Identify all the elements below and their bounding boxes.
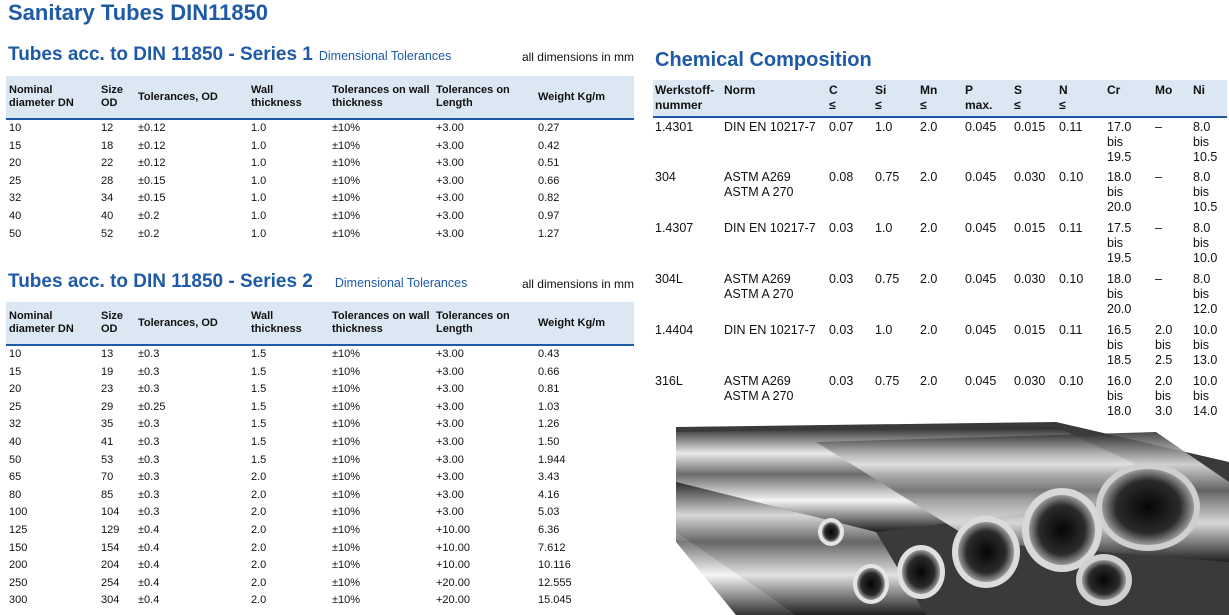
table-cell: 2.0 — [251, 488, 267, 501]
table-cell: 2.0 — [251, 594, 267, 607]
table-cell: 0.030 — [1014, 374, 1046, 388]
table-cell: DIN EN 10217-7 — [724, 323, 816, 337]
table-cell: 2.0 bis 2.5 — [1155, 323, 1173, 367]
series1-header-5: Tolerances on Length — [433, 76, 535, 119]
table-row — [6, 345, 634, 364]
series2-header-1: Size OD — [98, 302, 135, 345]
table-cell: ±0.4 — [138, 576, 160, 589]
table-cell: 23 — [101, 383, 114, 396]
table-cell: 40 — [101, 209, 114, 222]
table-cell: ±10% — [332, 576, 361, 589]
table-cell: 25 — [9, 174, 22, 187]
chemical-header-2: C ≤ — [827, 80, 873, 117]
table-cell: 0.43 — [538, 348, 560, 360]
table-row — [6, 399, 634, 417]
table-cell: +10.00 — [436, 559, 470, 572]
table-cell: ±10% — [332, 139, 361, 152]
table-cell: ±0.15 — [138, 192, 166, 205]
table-cell: +3.00 — [436, 122, 464, 134]
table-cell: 5.03 — [538, 506, 560, 519]
table-cell: 2.0 — [920, 120, 938, 134]
table-cell: +3.00 — [436, 435, 464, 448]
table-cell: 8.0 bis 10.5 — [1193, 120, 1218, 164]
table-row — [6, 119, 634, 138]
table-row — [653, 168, 1227, 219]
table-cell: 8.0 bis 10.0 — [1193, 221, 1218, 265]
table-cell: 20 — [9, 383, 22, 396]
table-cell: – — [1155, 120, 1162, 134]
table-cell: 200 — [9, 559, 28, 572]
table-cell: 34 — [101, 192, 114, 205]
table-cell: 16.5 bis 18.5 — [1107, 323, 1132, 367]
table-cell: 29 — [101, 400, 114, 413]
table-cell: +3.00 — [436, 348, 464, 360]
table-cell: 0.42 — [538, 139, 560, 152]
series1-subtitle[interactable]: Dimensional Tolerances — [318, 49, 452, 63]
table-cell: ±0.3 — [138, 471, 160, 484]
table-cell: ASTM A269 ASTM A 270 — [724, 374, 794, 403]
table-cell: +3.00 — [436, 139, 464, 152]
table-cell: 104 — [101, 506, 120, 519]
table-cell: 12.555 — [538, 576, 572, 589]
table-cell: 15 — [9, 139, 22, 152]
table-cell: 254 — [101, 576, 120, 589]
table-cell: 1.0 — [251, 192, 267, 205]
table-cell: 1.0 — [875, 221, 893, 235]
table-cell: 0.10 — [1059, 374, 1084, 388]
table-cell: 1.4301 — [655, 120, 694, 134]
table-cell: ±0.3 — [138, 506, 160, 519]
page-title: Sanitary Tubes DIN11850 — [8, 0, 269, 25]
table-cell: 80 — [9, 488, 22, 501]
series2-header-6: Weight Kg/m — [535, 302, 634, 345]
table-cell: ±0.3 — [138, 348, 160, 360]
table-cell: 1.26 — [538, 418, 560, 431]
table-cell: ±10% — [332, 383, 361, 396]
table-cell: +3.00 — [436, 418, 464, 431]
table-cell: 0.030 — [1014, 170, 1046, 184]
series1-note: all dimensions in mm — [521, 50, 634, 64]
table-cell: ±0.15 — [138, 174, 166, 187]
table-cell: 52 — [101, 227, 114, 240]
table-cell: 41 — [101, 435, 114, 448]
table-cell: 0.66 — [538, 365, 560, 378]
table-cell: ±10% — [332, 453, 361, 466]
table-cell: +3.00 — [436, 157, 464, 170]
table-cell: +3.00 — [436, 209, 464, 222]
table-cell: 0.03 — [829, 221, 854, 235]
table-cell: ±0.4 — [138, 541, 160, 554]
series1-header-0: Nominal diameter DN — [6, 76, 98, 119]
table-cell: 0.75 — [875, 272, 900, 286]
series1-title: Tubes acc. to DIN 11850 - Series 1 — [8, 44, 313, 65]
table-cell: 1.03 — [538, 400, 560, 413]
table-cell: 1.4307 — [655, 221, 694, 235]
table-cell: 0.015 — [1014, 120, 1046, 134]
table-cell: +3.00 — [436, 365, 464, 378]
series1-header-2: Tolerances, OD — [135, 76, 248, 119]
table-cell: ASTM A269 ASTM A 270 — [724, 170, 794, 199]
table-row — [6, 364, 634, 382]
table-cell: 0.015 — [1014, 221, 1046, 235]
chemical-header-0: Werkstoff- nummer — [653, 80, 722, 117]
table-cell: 10 — [9, 122, 22, 134]
table-cell: 18 — [101, 139, 114, 152]
table-cell: ±10% — [332, 227, 361, 240]
table-row — [6, 138, 634, 156]
table-cell: ±0.25 — [138, 400, 166, 413]
table-cell: ±0.2 — [138, 227, 160, 240]
table-cell: 28 — [101, 174, 114, 187]
table-row — [6, 226, 634, 244]
table-cell: 0.66 — [538, 174, 560, 187]
table-cell: 15.045 — [538, 594, 572, 607]
table-cell: +3.00 — [436, 174, 464, 187]
table-cell: 50 — [9, 227, 22, 240]
table-cell: 304L — [655, 272, 683, 286]
table-cell: 2.0 — [251, 523, 267, 536]
table-cell: 0.51 — [538, 157, 560, 170]
table-cell: ±10% — [332, 157, 361, 170]
table-cell: 0.045 — [965, 272, 997, 286]
table-cell: 10.0 bis 14.0 — [1193, 374, 1218, 418]
chemical-header-1: Norm — [722, 80, 827, 117]
table-cell: 2.0 — [920, 221, 938, 235]
table-row — [6, 208, 634, 226]
table-cell: 1.944 — [538, 453, 566, 466]
table-cell: 0.75 — [875, 374, 900, 388]
table-cell: ±10% — [332, 523, 361, 536]
table-cell: ±10% — [332, 435, 361, 448]
series2-note: all dimensions in mm — [521, 277, 634, 291]
table-cell: 10.0 bis 13.0 — [1193, 323, 1218, 367]
table-cell: 1.5 — [251, 418, 267, 431]
table-cell: ±0.4 — [138, 523, 160, 536]
table-cell: 0.81 — [538, 383, 560, 396]
table-cell: 10.116 — [538, 559, 571, 572]
table-cell: +3.00 — [436, 471, 464, 484]
table-cell: 316L — [655, 374, 683, 388]
table-cell: 1.0 — [875, 323, 893, 337]
table-cell: 1.5 — [251, 453, 267, 466]
table-row — [6, 452, 634, 470]
table-cell: 0.11 — [1059, 221, 1083, 235]
series2-table — [6, 302, 634, 610]
table-cell: 1.50 — [538, 435, 560, 448]
table-cell: 16.0 bis 18.0 — [1107, 374, 1132, 418]
series2-header-0: Nominal diameter DN — [6, 302, 98, 345]
table-cell: ±0.12 — [138, 157, 166, 170]
table-row — [6, 190, 634, 208]
table-cell: ±10% — [332, 348, 361, 360]
table-cell: 0.11 — [1059, 120, 1083, 134]
table-cell: ±0.4 — [138, 559, 160, 572]
table-cell: 0.03 — [829, 272, 854, 286]
table-cell: 70 — [101, 471, 114, 484]
table-cell: ±0.3 — [138, 453, 160, 466]
table-cell: +3.00 — [436, 383, 464, 396]
table-row — [653, 372, 1227, 423]
series2-header-2: Tolerances, OD — [135, 302, 248, 345]
series2-header-4: Tolerances on wall thickness — [329, 302, 433, 345]
table-cell: 32 — [9, 418, 22, 431]
series1-header-6: Weight Kg/m — [535, 76, 634, 119]
chemical-header-9: Mo — [1153, 80, 1191, 117]
table-cell: 2.0 — [920, 272, 938, 286]
table-cell: 15 — [9, 365, 22, 378]
table-cell: 35 — [101, 418, 114, 431]
table-cell: DIN EN 10217-7 — [724, 221, 816, 235]
table-cell: +10.00 — [436, 523, 470, 536]
table-cell: 0.75 — [875, 170, 900, 184]
table-cell: ±10% — [332, 365, 361, 378]
table-cell: 0.030 — [1014, 272, 1046, 286]
table-cell: 40 — [9, 209, 22, 222]
series2-header-3: Wall thickness — [248, 302, 329, 345]
table-cell: 19 — [101, 365, 114, 378]
table-cell: 12 — [101, 122, 114, 134]
table-cell: 1.5 — [251, 348, 267, 360]
series2-header-5: Tolerances on Length — [433, 302, 535, 345]
table-cell: 0.11 — [1059, 323, 1083, 337]
table-cell: – — [1155, 221, 1162, 235]
table-cell: +3.00 — [436, 227, 464, 240]
table-cell: 65 — [9, 471, 22, 484]
table-cell: 250 — [9, 576, 28, 589]
table-cell: ±10% — [332, 400, 361, 413]
table-cell: – — [1155, 170, 1162, 184]
table-row — [6, 434, 634, 452]
table-cell: 0.27 — [538, 122, 560, 134]
table-row — [6, 155, 634, 173]
table-cell: ±0.3 — [138, 418, 160, 431]
stainless-tubes-image — [676, 422, 1229, 615]
table-cell: 0.10 — [1059, 272, 1084, 286]
table-cell: 2.0 — [251, 471, 267, 484]
table-cell: 2.0 — [251, 576, 267, 589]
table-cell: 0.045 — [965, 323, 997, 337]
table-cell: 22 — [101, 157, 114, 170]
table-row — [6, 487, 634, 505]
table-cell: 1.0 — [251, 139, 267, 152]
table-cell: ±0.2 — [138, 209, 160, 222]
table-cell: 0.82 — [538, 192, 560, 205]
table-cell: +3.00 — [436, 488, 464, 501]
table-cell: 18.0 bis 20.0 — [1107, 170, 1132, 214]
table-cell: 1.5 — [251, 400, 267, 413]
table-cell: 0.015 — [1014, 323, 1046, 337]
table-cell: 0.045 — [965, 120, 997, 134]
table-cell: 1.0 — [251, 157, 267, 170]
table-cell: ±10% — [332, 541, 361, 554]
table-cell: 53 — [101, 453, 114, 466]
table-cell: 0.045 — [965, 374, 997, 388]
table-cell: 20 — [9, 157, 22, 170]
table-cell: 1.0 — [875, 120, 893, 134]
table-row — [6, 592, 634, 610]
table-cell: 10 — [9, 348, 22, 360]
table-cell: +3.00 — [436, 453, 464, 466]
table-cell: 1.0 — [251, 174, 267, 187]
table-cell: 2.0 — [920, 170, 938, 184]
table-cell: 25 — [9, 400, 22, 413]
table-cell: 8.0 bis 10.5 — [1193, 170, 1218, 214]
table-cell: 300 — [9, 594, 28, 607]
table-row — [6, 504, 634, 522]
table-cell: 1.5 — [251, 365, 267, 378]
table-cell: 100 — [9, 506, 28, 519]
table-cell: 0.07 — [829, 120, 854, 134]
table-cell: 0.10 — [1059, 170, 1084, 184]
table-cell: ±0.4 — [138, 594, 160, 607]
table-row — [653, 117, 1227, 168]
chemical-header-4: Mn ≤ — [918, 80, 963, 117]
chemical-header-6: S ≤ — [1012, 80, 1057, 117]
table-cell: 18.0 bis 20.0 — [1107, 272, 1132, 316]
table-cell: 150 — [9, 541, 28, 554]
table-cell: ±10% — [332, 594, 361, 607]
series2-heading — [8, 271, 634, 295]
table-cell: 2.0 — [920, 323, 938, 337]
table-cell: 125 — [9, 523, 28, 536]
table-cell: ±10% — [332, 122, 361, 134]
table-cell: 1.0 — [251, 209, 267, 222]
table-cell: ±0.12 — [138, 122, 166, 134]
table-cell: ±10% — [332, 192, 361, 205]
table-row — [6, 381, 634, 399]
table-row — [6, 173, 634, 191]
table-cell: 204 — [101, 559, 120, 572]
table-cell: 1.0 — [251, 227, 267, 240]
series1-header-3: Wall thickness — [248, 76, 329, 119]
table-cell: 6.36 — [538, 523, 560, 536]
table-cell: ±0.3 — [138, 488, 160, 501]
chemical-header-10: Ni — [1191, 80, 1227, 117]
table-cell: 17.0 bis 19.5 — [1107, 120, 1132, 164]
table-cell: +3.00 — [436, 192, 464, 205]
table-cell: 0.97 — [538, 209, 560, 222]
table-row — [6, 575, 634, 593]
table-cell: 154 — [101, 541, 120, 554]
series1-header-4: Tolerances on wall thickness — [329, 76, 433, 119]
table-row — [653, 219, 1227, 270]
table-cell: 1.5 — [251, 435, 267, 448]
table-cell: 1.0 — [251, 122, 267, 134]
table-cell: +20.00 — [436, 576, 470, 589]
table-cell: ±10% — [332, 209, 361, 222]
series2-title: Tubes acc. to DIN 11850 - Series 2 — [8, 271, 313, 292]
chemical-table — [653, 80, 1227, 423]
table-cell: 0.03 — [829, 374, 854, 388]
table-cell: +20.00 — [436, 594, 470, 607]
table-cell: ASTM A269 ASTM A 270 — [724, 272, 794, 301]
table-cell: ±10% — [332, 506, 361, 519]
chemical-header-5: P max. — [963, 80, 1012, 117]
table-cell: ±10% — [332, 488, 361, 501]
table-cell: ±0.3 — [138, 435, 160, 448]
chemical-title: Chemical Composition — [655, 49, 872, 71]
table-cell: +10.00 — [436, 541, 470, 554]
chemical-header-3: Si ≤ — [873, 80, 918, 117]
table-cell: +3.00 — [436, 400, 464, 413]
table-cell: 2.0 — [920, 374, 938, 388]
table-row — [6, 416, 634, 434]
table-cell: ±10% — [332, 559, 361, 572]
series1-table — [6, 76, 634, 243]
table-cell: ±0.3 — [138, 365, 160, 378]
table-row — [6, 469, 634, 487]
table-cell: 1.5 — [251, 383, 267, 396]
table-cell: 0.03 — [829, 323, 854, 337]
series1-header-1: Size OD — [98, 76, 135, 119]
table-row — [6, 557, 634, 575]
chemical-header-7: N ≤ — [1057, 80, 1105, 117]
table-cell: ±0.12 — [138, 139, 166, 152]
table-cell: 3.43 — [538, 471, 560, 484]
chemical-header-8: Cr — [1105, 80, 1153, 117]
table-cell: 2.0 — [251, 541, 267, 554]
table-row — [653, 321, 1227, 372]
table-cell: 50 — [9, 453, 22, 466]
table-cell: ±10% — [332, 418, 361, 431]
series1-heading — [8, 44, 634, 68]
table-cell: 0.045 — [965, 170, 997, 184]
table-cell: 4.16 — [538, 488, 560, 501]
table-cell: 1.27 — [538, 227, 560, 240]
table-cell: 2.0 — [251, 506, 267, 519]
table-row — [6, 540, 634, 558]
table-cell: 304 — [101, 594, 120, 607]
table-cell: 304 — [655, 170, 676, 184]
table-row — [653, 270, 1227, 321]
series2-subtitle[interactable]: Dimensional Tolerances — [334, 276, 468, 290]
table-cell: – — [1155, 272, 1162, 286]
table-cell: 8.0 bis 12.0 — [1193, 272, 1218, 316]
table-cell: 40 — [9, 435, 22, 448]
table-row — [6, 522, 634, 540]
table-cell: ±10% — [332, 471, 361, 484]
table-cell: 32 — [9, 192, 22, 205]
table-cell: DIN EN 10217-7 — [724, 120, 816, 134]
table-cell: 17.5 bis 19.5 — [1107, 221, 1132, 265]
table-cell: 129 — [101, 523, 120, 536]
table-cell: 2.0 — [251, 559, 267, 572]
table-cell: ±0.3 — [138, 383, 160, 396]
table-cell: +3.00 — [436, 506, 464, 519]
table-cell: ±10% — [332, 174, 361, 187]
table-cell: 2.0 bis 3.0 — [1155, 374, 1173, 418]
table-cell: 13 — [101, 348, 114, 360]
table-cell: 0.045 — [965, 221, 997, 235]
table-cell: 1.4404 — [655, 323, 694, 337]
table-cell: 0.08 — [829, 170, 854, 184]
table-cell: 7.612 — [538, 541, 566, 554]
table-cell: 85 — [101, 488, 114, 501]
